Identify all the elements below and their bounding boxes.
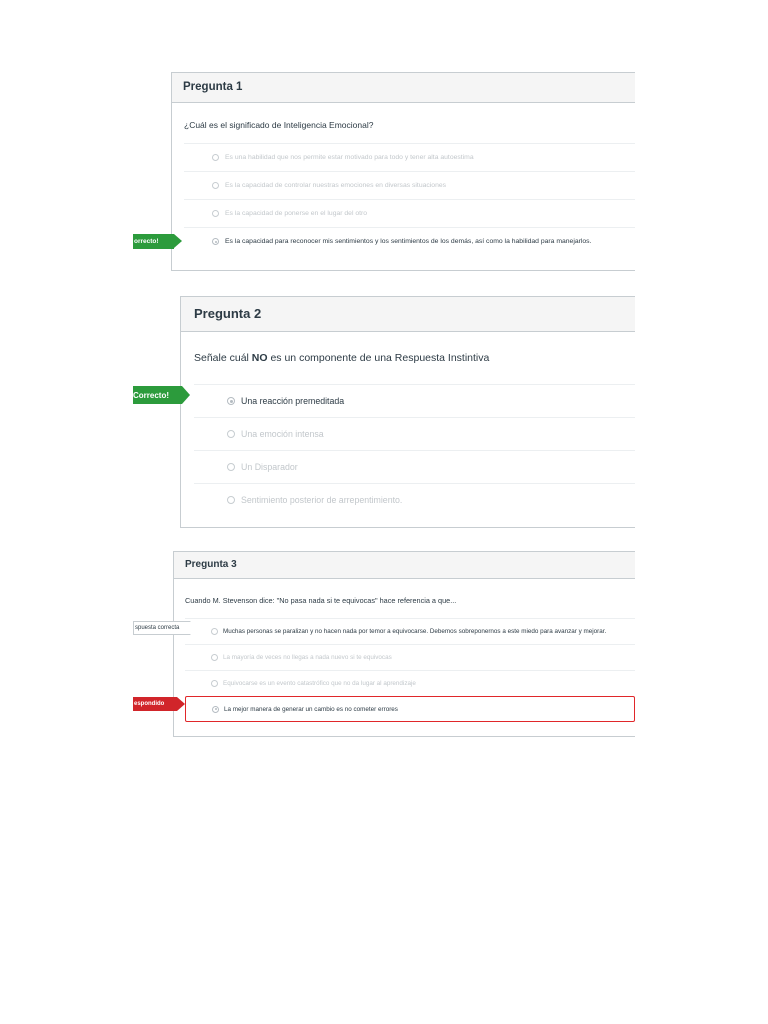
- radio-button-checked[interactable]: [212, 238, 219, 245]
- answer-label: Un Disparador: [241, 462, 298, 472]
- correct-badge: Correcto!: [133, 386, 182, 404]
- correct-answer-badge: spuesta correcta: [133, 621, 191, 635]
- question-card-3: [173, 551, 635, 737]
- answer-label: Sentimiento posterior de arrepentimiento.: [241, 495, 403, 505]
- answer-option[interactable]: [185, 644, 635, 670]
- correct-badge: orrecto!: [133, 234, 174, 249]
- radio-button-checked[interactable]: [212, 706, 219, 713]
- radio-button[interactable]: [211, 628, 218, 635]
- radio-button[interactable]: [227, 430, 235, 438]
- question-card-1: [171, 72, 635, 271]
- radio-button[interactable]: [227, 496, 235, 504]
- answered-wrong-badge: espondido: [133, 697, 177, 711]
- answer-option[interactable]: [194, 450, 635, 483]
- radio-button[interactable]: [212, 210, 219, 217]
- question-title: Pregunta 1: [172, 73, 635, 103]
- answer-label: Equivocarse es un evento catastrófico que no da lugar al aprendizaje: [223, 680, 416, 687]
- answer-option[interactable]: [184, 143, 635, 171]
- question-text-start: Señale cuál: [194, 352, 252, 364]
- question-card-2: [180, 296, 635, 528]
- answer-option[interactable]: [194, 417, 635, 450]
- radio-button[interactable]: [212, 182, 219, 189]
- answer-label: Una reacción premeditada: [241, 396, 345, 406]
- question-text: Cuando M. Stevenson dice: "No pasa nada si te equivocas" hace referencia a que...: [185, 596, 457, 605]
- answer-option-correct[interactable]: [185, 618, 635, 644]
- answer-label: La mejor manera de generar un cambio es no cometer errores: [224, 705, 398, 713]
- answer-option-selected[interactable]: [184, 227, 635, 255]
- answer-option[interactable]: [184, 199, 635, 227]
- answer-label: La mayoría de veces no llegas a nada nuevo si te equivocas: [223, 654, 392, 661]
- question-title: Pregunta 2: [181, 297, 635, 332]
- answer-label: Una emoción intensa: [241, 429, 324, 439]
- question-text: ¿Cuál es el significado de Inteligencia Emocional?: [184, 120, 374, 130]
- question-title: Pregunta 3: [174, 552, 635, 579]
- answer-label: Es la capacidad de controlar nuestras emociones en diversas situaciones: [225, 182, 447, 189]
- radio-button[interactable]: [227, 463, 235, 471]
- answer-label: Es la capacidad para reconocer mis sentimientos y los sentimientos de los demás, así como la habilidad para manejarlos.: [225, 238, 592, 245]
- answer-label: Es una habilidad que nos permite estar motivado para todo y tener alta autoestima: [225, 154, 474, 161]
- answer-option[interactable]: [184, 171, 635, 199]
- answer-option-selected[interactable]: [194, 384, 635, 417]
- question-text-end: es un componente de una Respuesta Instintiva: [267, 352, 490, 364]
- answer-label: Es la capacidad de ponerse en el lugar del otro: [225, 210, 368, 217]
- radio-button[interactable]: [212, 154, 219, 161]
- answer-label: Muchas personas se paralizan y no hacen nada por temor a equivocarse. Debemos sobreponernos a este miedo para avanzar y mejorar.: [223, 628, 607, 635]
- question-text: [181, 332, 635, 384]
- answer-option[interactable]: [194, 483, 635, 516]
- answer-option[interactable]: [185, 670, 635, 696]
- radio-button[interactable]: [211, 680, 218, 687]
- answer-option-selected-wrong[interactable]: [185, 696, 635, 722]
- question-text-emphasis: NO: [251, 352, 268, 364]
- radio-button-checked[interactable]: [227, 397, 235, 405]
- radio-button[interactable]: [211, 654, 218, 661]
